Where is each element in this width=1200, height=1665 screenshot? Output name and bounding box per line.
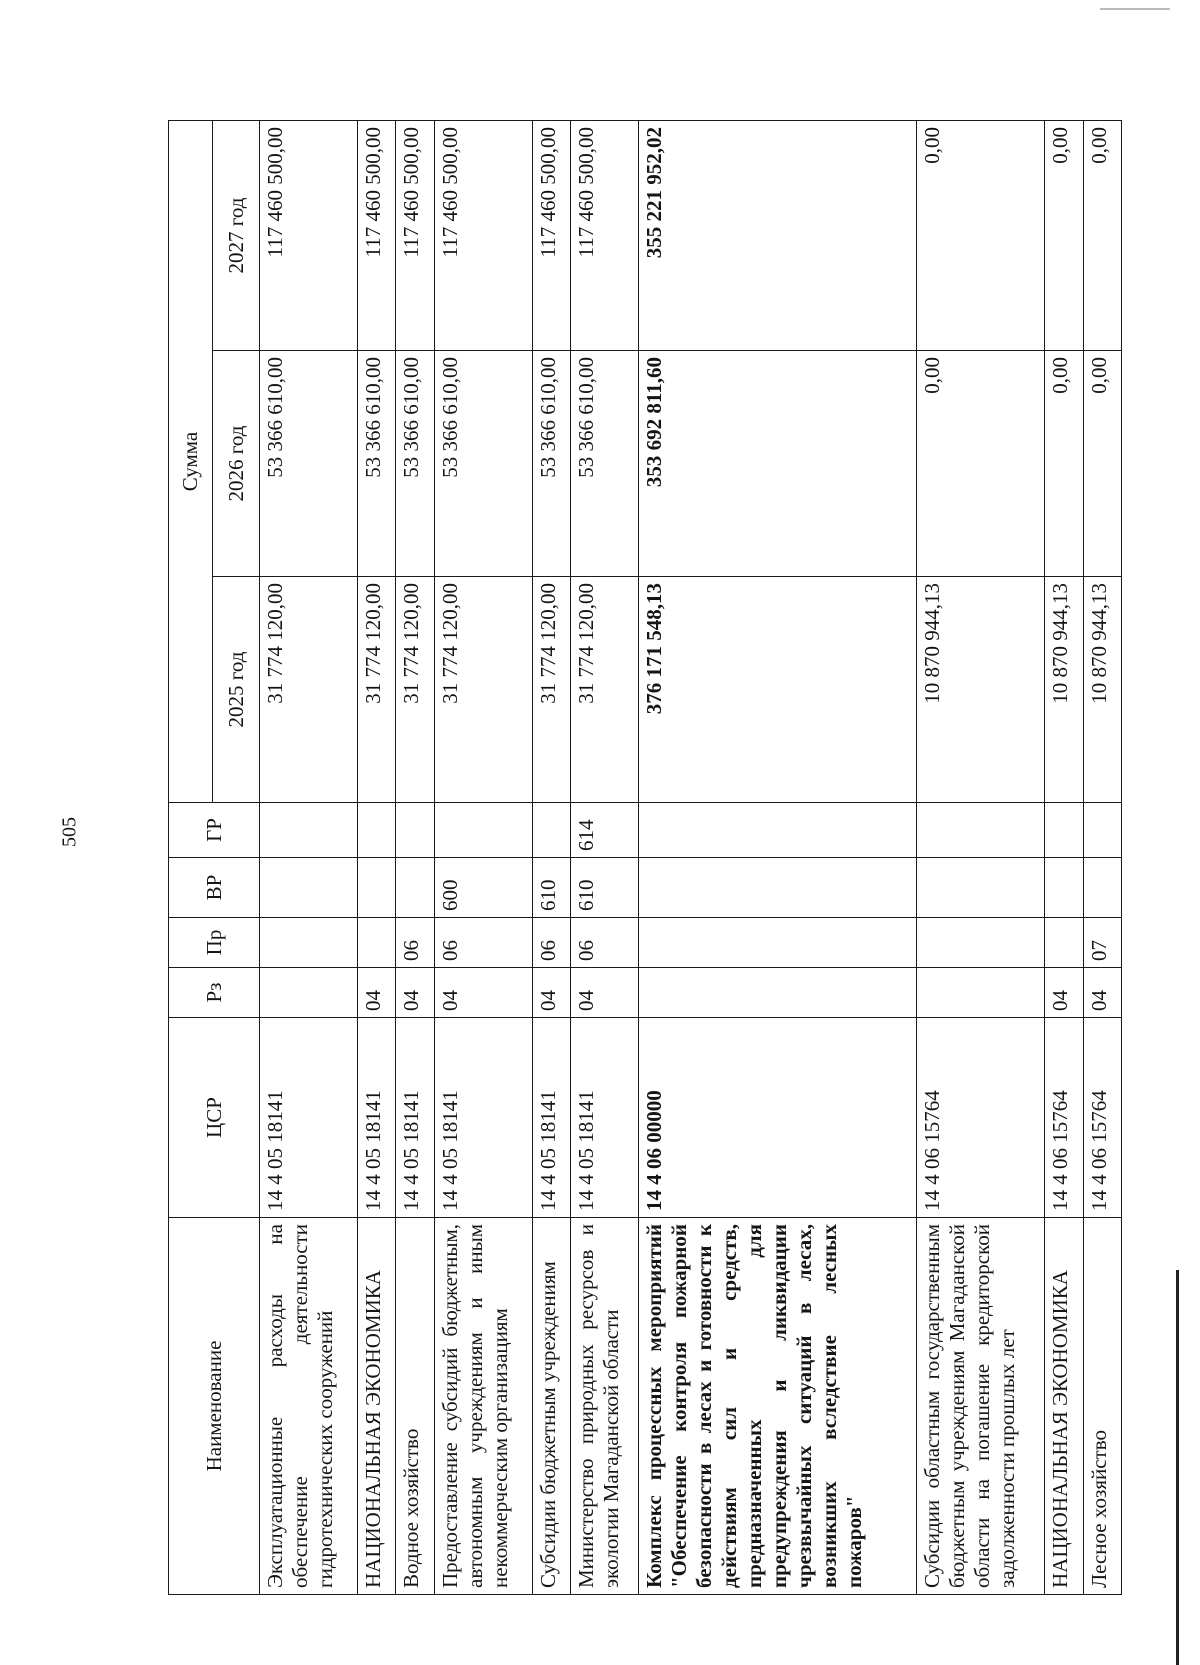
row-rz: 04 xyxy=(1045,968,1083,1018)
row-pr xyxy=(639,918,917,968)
row-sum-2026: 353 692 811,60 xyxy=(639,351,917,577)
row-sum-2025: 10 870 944,13 xyxy=(917,577,1045,803)
table-row xyxy=(639,121,917,1595)
row-vr xyxy=(1083,858,1121,918)
row-csr: 14 4 06 15764 xyxy=(1045,1018,1083,1218)
row-sum-2026: 53 366 610,00 xyxy=(571,351,639,577)
header-sum: Сумма xyxy=(169,121,213,803)
row-rz xyxy=(260,968,358,1018)
row-name: Субсидии бюджетным учреждениям xyxy=(532,1218,570,1595)
header-gr: ГР xyxy=(169,803,260,858)
row-vr xyxy=(396,858,434,918)
row-sum-2025: 31 774 120,00 xyxy=(396,577,434,803)
row-name: Лесное хозяйство xyxy=(1083,1218,1121,1595)
row-sum-2027: 0,00 xyxy=(1045,121,1083,351)
table-row xyxy=(396,121,434,1595)
row-name: НАЦИОНАЛЬНАЯ ЭКОНОМИКА xyxy=(1045,1218,1083,1595)
row-sum-2027: 0,00 xyxy=(917,121,1045,351)
row-sum-2026: 53 366 610,00 xyxy=(260,351,358,577)
table-row xyxy=(1083,121,1121,1595)
header-vr: ВР xyxy=(169,858,260,918)
budget-table xyxy=(168,120,1122,1595)
scan-edge-line xyxy=(1176,1270,1179,1665)
row-pr: 07 xyxy=(1083,918,1121,968)
table-row xyxy=(1045,121,1083,1595)
row-rz xyxy=(639,968,917,1018)
row-sum-2027: 117 460 500,00 xyxy=(260,121,358,351)
row-sum-2025: 31 774 120,00 xyxy=(260,577,358,803)
row-csr: 14 4 06 00000 xyxy=(639,1018,917,1218)
header-pr: Пр xyxy=(169,918,260,968)
row-sum-2027: 117 460 500,00 xyxy=(358,121,396,351)
row-gr xyxy=(396,803,434,858)
row-rz: 04 xyxy=(1083,968,1121,1018)
header-name: Наименование xyxy=(169,1218,260,1595)
row-vr xyxy=(639,858,917,918)
header-year-2026: 2026 год xyxy=(213,351,260,577)
row-sum-2026: 0,00 xyxy=(917,351,1045,577)
row-name: НАЦИОНАЛЬНАЯ ЭКОНОМИКА xyxy=(358,1218,396,1595)
row-sum-2027: 355 221 952,02 xyxy=(639,121,917,351)
row-sum-2026: 53 366 610,00 xyxy=(532,351,570,577)
row-gr xyxy=(434,803,532,858)
row-rz: 04 xyxy=(434,968,532,1018)
row-rz xyxy=(917,968,1045,1018)
row-pr xyxy=(917,918,1045,968)
row-csr: 14 4 05 18141 xyxy=(532,1018,570,1218)
row-gr: 614 xyxy=(571,803,639,858)
table-row xyxy=(358,121,396,1595)
row-pr xyxy=(358,918,396,968)
row-sum-2025: 376 171 548,13 xyxy=(639,577,917,803)
row-csr: 14 4 05 18141 xyxy=(260,1018,358,1218)
row-rz: 04 xyxy=(532,968,570,1018)
row-name: Комплекс процессных мероприятий "Обеспечение контроля пожарной безопасности в лесах и готовности к действиям сил и средств, предназначенных для предупреждения и ликвидации чрезвычайных ситуаций в лесах, возникших вследствие лесных пожаров" xyxy=(639,1218,917,1595)
row-sum-2026: 0,00 xyxy=(1045,351,1083,577)
row-vr: 600 xyxy=(434,858,532,918)
page-number: 505 xyxy=(58,817,81,847)
row-gr xyxy=(917,803,1045,858)
row-vr xyxy=(358,858,396,918)
row-sum-2026: 0,00 xyxy=(1083,351,1121,577)
table-row xyxy=(917,121,1045,1595)
row-name: Водное хозяйство xyxy=(396,1218,434,1595)
row-rz: 04 xyxy=(358,968,396,1018)
row-pr: 06 xyxy=(532,918,570,968)
row-csr: 14 4 06 15764 xyxy=(917,1018,1045,1218)
row-pr xyxy=(1045,918,1083,968)
scan-artifact xyxy=(1100,8,1170,10)
row-sum-2027: 117 460 500,00 xyxy=(434,121,532,351)
row-sum-2027: 117 460 500,00 xyxy=(396,121,434,351)
row-vr: 610 xyxy=(571,858,639,918)
row-name: Субсидии областным государственным бюджетным учреждениям Магаданской области на погашение кредиторской задолженности прошлых лет xyxy=(917,1218,1045,1595)
row-sum-2025: 31 774 120,00 xyxy=(571,577,639,803)
header-csr: ЦСР xyxy=(169,1018,260,1218)
row-name: Эксплуатационные расходы на обеспечение деятельности гидротехнических сооружений xyxy=(260,1218,358,1595)
row-rz: 04 xyxy=(571,968,639,1018)
row-sum-2025: 31 774 120,00 xyxy=(358,577,396,803)
table-row xyxy=(532,121,570,1595)
header-year-2025: 2025 год xyxy=(213,577,260,803)
row-gr xyxy=(639,803,917,858)
row-pr: 06 xyxy=(396,918,434,968)
header-rz: Рз xyxy=(169,968,260,1018)
row-csr: 14 4 05 18141 xyxy=(571,1018,639,1218)
row-csr: 14 4 06 15764 xyxy=(1083,1018,1121,1218)
row-csr: 14 4 05 18141 xyxy=(434,1018,532,1218)
row-sum-2027: 0,00 xyxy=(1083,121,1121,351)
row-sum-2025: 10 870 944,13 xyxy=(1045,577,1083,803)
row-pr: 06 xyxy=(571,918,639,968)
row-gr xyxy=(532,803,570,858)
table-row xyxy=(260,121,358,1595)
row-vr xyxy=(1045,858,1083,918)
row-gr xyxy=(1083,803,1121,858)
row-gr xyxy=(1045,803,1083,858)
table-row xyxy=(571,121,639,1595)
row-vr: 610 xyxy=(532,858,570,918)
row-gr xyxy=(260,803,358,858)
row-sum-2025: 31 774 120,00 xyxy=(532,577,570,803)
row-pr: 06 xyxy=(434,918,532,968)
row-vr xyxy=(917,858,1045,918)
row-name: Министерство природных ресурсов и экологии Магаданской области xyxy=(571,1218,639,1595)
row-name: Предоставление субсидий бюджетным, автономным учреждениям и иным некоммерческим организациям xyxy=(434,1218,532,1595)
row-sum-2026: 53 366 610,00 xyxy=(358,351,396,577)
header-year-2027: 2027 год xyxy=(213,121,260,351)
table-row xyxy=(434,121,532,1595)
row-sum-2026: 53 366 610,00 xyxy=(396,351,434,577)
row-gr xyxy=(358,803,396,858)
row-sum-2027: 117 460 500,00 xyxy=(532,121,570,351)
row-vr xyxy=(260,858,358,918)
row-sum-2025: 10 870 944,13 xyxy=(1083,577,1121,803)
table-body xyxy=(260,121,1122,1595)
row-pr xyxy=(260,918,358,968)
row-sum-2025: 31 774 120,00 xyxy=(434,577,532,803)
row-csr: 14 4 05 18141 xyxy=(358,1018,396,1218)
row-sum-2026: 53 366 610,00 xyxy=(434,351,532,577)
budget-table-container xyxy=(168,121,1122,1595)
row-csr: 14 4 05 18141 xyxy=(396,1018,434,1218)
row-rz: 04 xyxy=(396,968,434,1018)
row-sum-2027: 117 460 500,00 xyxy=(571,121,639,351)
